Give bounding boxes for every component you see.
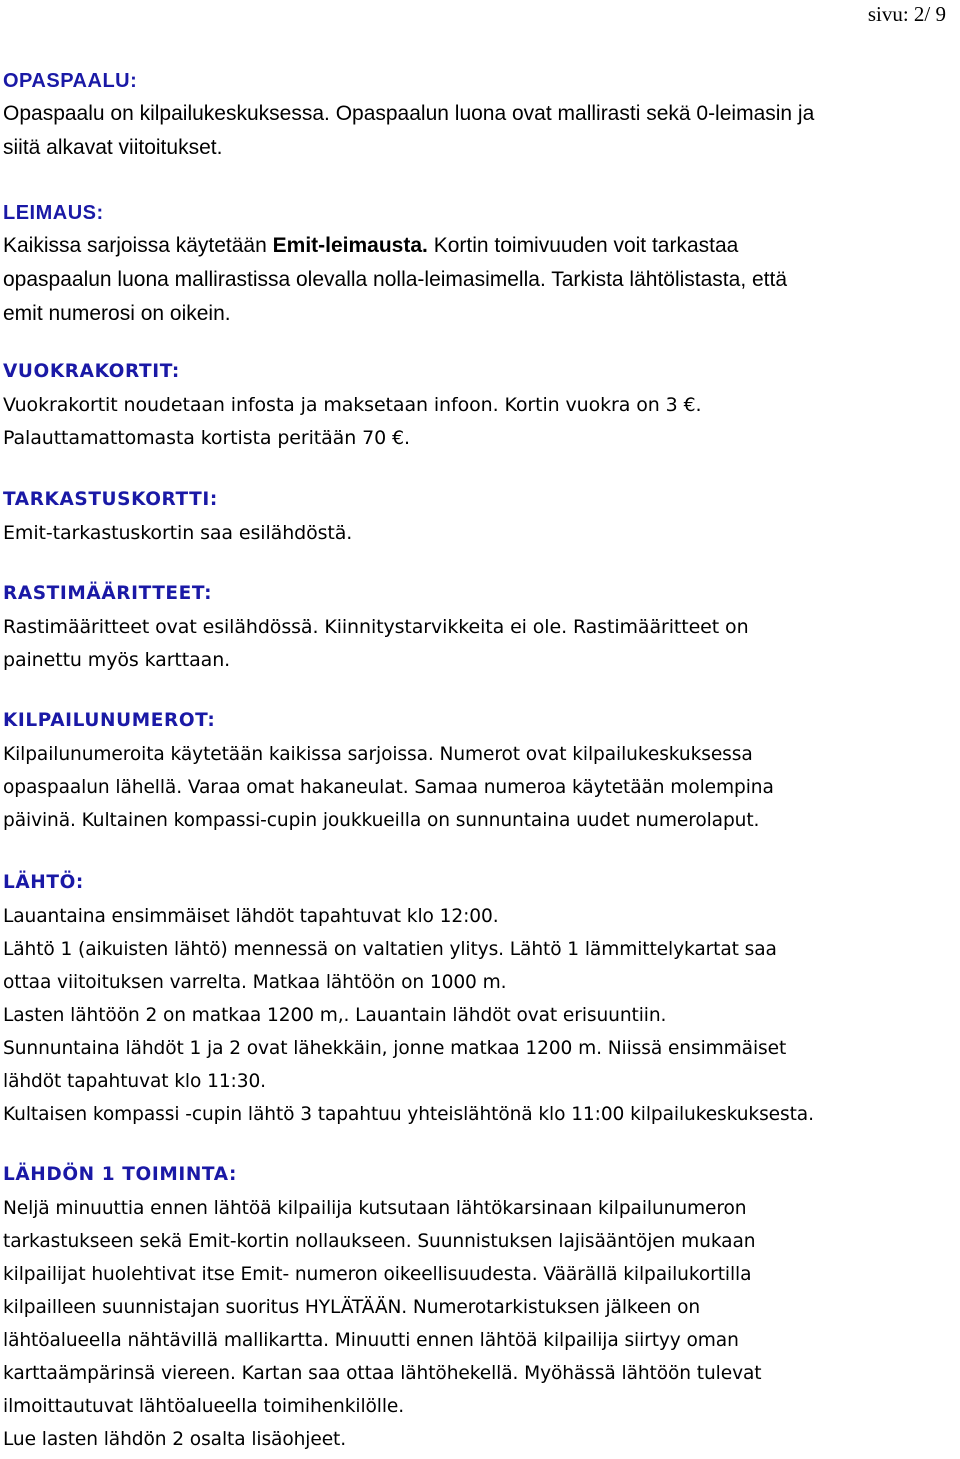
section-lahdon1-toiminta	[3, 1158, 761, 1456]
section-rastimaaritteet	[3, 577, 749, 677]
paragraph-line: Sunnuntaina lähdöt 1 ja 2 ovat lähekkäin, jonne matkaa 1200 m. Niissä ensimmäiset	[3, 1038, 787, 1059]
text-segment: Kaikissa sarjoissa käytetään	[3, 234, 273, 257]
paragraph-line: ilmoittautuvat lähtöalueella toimihenkilölle.	[3, 1396, 405, 1417]
paragraph-line: tarkastukseen sekä Emit-kortin nollaukseen. Suunnistuksen lajisääntöjen mukaan	[3, 1231, 756, 1252]
paragraph-line: opaspaalun luona mallirastissa olevalla nolla-leimasimella. Tarkista lähtölistasta, että	[3, 268, 788, 291]
emphasized-text: Emit-leimausta.	[272, 234, 428, 257]
section-lahto	[3, 866, 814, 1131]
paragraph-line: painettu myös karttaan.	[3, 649, 231, 671]
text-segment: Kortin toimivuuden voit tarkastaa	[427, 234, 739, 257]
section-heading: LÄHDÖN 1 TOIMINTA:	[3, 1164, 237, 1185]
paragraph-line: karttaämpärinsä viereen. Kartan saa ottaa lähtöhekellä. Myöhässä lähtöön tulevat	[3, 1363, 762, 1384]
section-kilpailunumerot	[3, 704, 774, 837]
paragraph-line: lähtöalueella nähtävillä mallikartta. Minuutti ennen lähtöä kilpailija siirtyy oman	[3, 1330, 739, 1351]
paragraph-line: opaspaalun lähellä. Varaa omat hakaneulat. Samaa numeroa käytetään molempina	[3, 777, 774, 798]
paragraph-line: siitä alkavat viitoitukset.	[3, 136, 223, 159]
paragraph-line: kilpailijat huolehtivat itse Emit- numeron oikeellisuudesta. Väärällä kilpailukortilla	[3, 1264, 752, 1285]
paragraph-line: Kilpailunumeroita käytetään kaikissa sarjoissa. Numerot ovat kilpailukeskuksessa	[3, 744, 753, 765]
paragraph-line: lähdöt tapahtuvat klo 11:30.	[3, 1071, 266, 1092]
section-leimaus	[3, 196, 787, 331]
paragraph-line: ottaa viitoituksen varrelta. Matkaa lähtöön on 1000 m.	[3, 972, 507, 993]
section-heading: LÄHTÖ:	[3, 872, 84, 893]
paragraph-line: emit numerosi on oikein.	[3, 302, 231, 325]
paragraph-line: Kultaisen kompassi -cupin lähtö 3 tapahtuu yhteislähtönä klo 11:00 kilpailukeskuksesta.	[3, 1104, 814, 1125]
section-heading: OPASPAALU:	[3, 70, 138, 92]
section-heading: KILPAILUNUMEROT:	[3, 710, 216, 731]
section-vuokrakortit	[3, 355, 701, 455]
paragraph-line: Vuokrakortit noudetaan infosta ja maksetaan infoon. Kortin vuokra on 3 €.	[3, 394, 702, 416]
paragraph-line: Rastimääritteet ovat esilähdössä. Kiinnitystarvikkeita ei ole. Rastimääritteet on	[3, 616, 749, 638]
paragraph-line: Lue lasten lähdön 2 osalta lisäohjeet.	[3, 1429, 347, 1450]
paragraph-line: Neljä minuuttia ennen lähtöä kilpailija kutsutaan lähtökarsinaan kilpailunumeron	[3, 1198, 747, 1219]
paragraph-line: kilpailleen suunnistajan suoritus HYLÄTÄÄN. Numerotarkistuksen jälkeen on	[3, 1297, 701, 1318]
section-heading: LEIMAUS:	[3, 202, 104, 224]
paragraph-line: päivinä. Kultainen kompassi-cupin joukkueilla on sunnuntaina uudet numerolaput.	[3, 810, 760, 831]
section-heading: RASTIMÄÄRITTEET:	[3, 583, 213, 604]
paragraph-line: Opaspaalu on kilpailukeskuksessa. Opaspaalun luona ovat mallirasti sekä 0-leimasin ja	[3, 102, 815, 125]
paragraph-line: Lasten lähtöön 2 on matkaa 1200 m,. Lauantain lähdöt ovat erisuuntiin.	[3, 1005, 667, 1026]
paragraph-line: Palauttamattomasta kortista peritään 70 €.	[3, 427, 410, 449]
section-heading: VUOKRAKORTIT:	[3, 361, 180, 382]
paragraph-line	[3, 229, 787, 263]
section-tarkastuskortti	[3, 483, 352, 550]
section-opaspaalu	[3, 64, 814, 165]
paragraph-line: Lähtö 1 (aikuisten lähtö) mennessä on valtatien ylitys. Lähtö 1 lämmittelykartat saa	[3, 939, 777, 960]
page-number: sivu: 2/ 9	[867, 2, 946, 26]
section-heading: TARKASTUSKORTTI:	[3, 489, 218, 510]
paragraph-line: Lauantaina ensimmäiset lähdöt tapahtuvat klo 12:00.	[3, 906, 499, 927]
paragraph-line: Emit-tarkastuskortin saa esilähdöstä.	[3, 522, 353, 544]
